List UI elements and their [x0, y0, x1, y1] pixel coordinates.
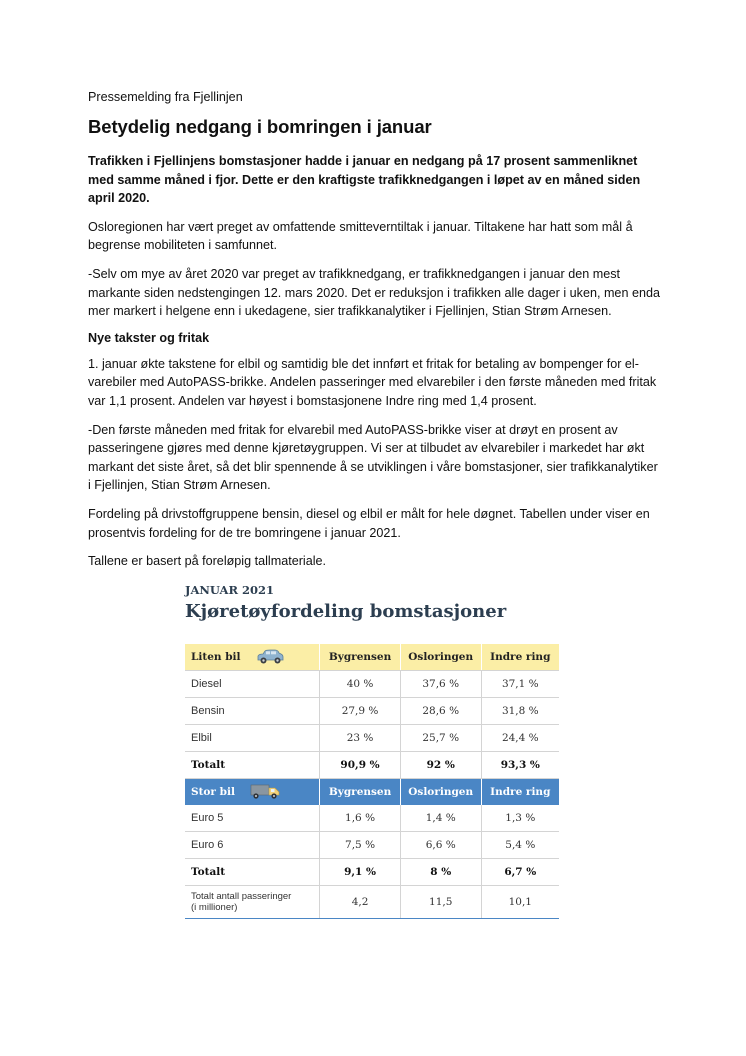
car-icon	[255, 649, 285, 665]
cell-value: 1,6 %	[320, 805, 401, 832]
small-vehicle-total-row	[185, 752, 559, 779]
cell-value: 1,3 %	[481, 805, 559, 832]
row-label: Totalt	[185, 859, 320, 886]
table-row	[185, 698, 559, 725]
paragraph-1: Osloregionen har vært preget av omfattende smitteverntiltak i januar. Tiltakene har hatt som mål å begrense mobiliteten i samfunnet.	[88, 219, 633, 253]
cell-value: 23 %	[320, 725, 401, 752]
document-title: Betydelig nedgang i bomringen i januar	[88, 116, 432, 137]
cell-value: 1,4 %	[400, 805, 481, 832]
row-label: Bensin	[185, 698, 320, 725]
cell-value: 24,4 %	[481, 725, 559, 752]
vehicle-distribution-figure	[185, 583, 561, 919]
table-row	[185, 805, 559, 832]
large-vehicle-header-row	[185, 779, 559, 806]
cell-value: 90,9 %	[320, 752, 401, 779]
large-vehicle-label: Stor bil	[191, 786, 235, 798]
cell-value: 6,7 %	[481, 859, 559, 886]
figure-kicker: JANUAR 2021	[185, 583, 275, 597]
table-row	[185, 671, 559, 698]
paragraph-6: Tallene er basert på foreløpig tallmateriale.	[88, 554, 327, 569]
cell-value: 40 %	[320, 671, 401, 698]
cell-value: 9,1 %	[320, 859, 401, 886]
truck-icon	[249, 784, 281, 800]
lead-paragraph: Trafikken i Fjellinjens bomstasjoner hadde i januar en nedgang på 17 prosent sammenliknet med samme måned i fjor. Dette er den kraftigste trafikknedgangen i løpet av en måned siden april 2020.	[88, 154, 641, 206]
cell-value: 25,7 %	[400, 725, 481, 752]
col-header-osloringen: Osloringen	[400, 779, 481, 806]
row-label: Totalt	[185, 752, 320, 779]
cell-value: 11,5	[400, 886, 481, 919]
paragraph-2: -Selv om mye av året 2020 var preget av trafikknedgang, er trafikknedgangen i januar den mest markante siden nedstengingen 12. mars 2020. Det er reduksjon i trafikken alle dager i uken, men enda mer markert i helgene enn i ukedagene, sier trafikkanalytiker i Fjellinjen, Stian Strøm Arnesen.	[88, 266, 660, 319]
row-label: Euro 6	[185, 832, 320, 859]
col-header-indre-ring: Indre ring	[481, 779, 559, 806]
figure-title: Kjøretøyfordeling bomstasjoner	[185, 601, 507, 622]
paragraph-3: 1. januar økte takstene for elbil og samtidig ble det innført et fritak for betaling av bompenger for el-varebiler med AutoPASS-brikke. Andelen passeringer med elvarebiler i den første måneden med fritak var 1,1 prosent. Andelen var høyest i bomstasjonene Indre ring med 1,4 prosent.	[88, 356, 657, 408]
cell-value: 8 %	[400, 859, 481, 886]
large-vehicle-header	[185, 779, 320, 806]
table-row	[185, 832, 559, 859]
small-vehicle-label: Liten bil	[191, 651, 241, 663]
small-vehicle-header	[185, 644, 320, 671]
total-passes-label-line1: Totalt antall passeringer	[191, 891, 292, 902]
cell-value: 27,9 %	[320, 698, 401, 725]
total-passes-row	[185, 886, 559, 919]
cell-value: 37,6 %	[400, 671, 481, 698]
row-label: Diesel	[185, 671, 320, 698]
cell-value: 93,3 %	[481, 752, 559, 779]
cell-value: 31,8 %	[481, 698, 559, 725]
cell-value: 92 %	[400, 752, 481, 779]
paragraph-5: Fordeling på drivstoffgruppene bensin, diesel og elbil er målt for hele døgnet. Tabellen under viser en prosentvis fordeling for de tre bomringene i januar 2021.	[88, 506, 650, 540]
total-passes-label	[185, 886, 320, 919]
subheading: Nye takster og fritak	[88, 330, 210, 345]
cell-value: 28,6 %	[400, 698, 481, 725]
total-passes-label-line2: (i millioner)	[191, 902, 238, 913]
row-label: Euro 5	[185, 805, 320, 832]
cell-value: 6,6 %	[400, 832, 481, 859]
paragraph-4: -Den første måneden med fritak for elvarebil med AutoPASS-brikke viser at drøyt en prosent av passeringene gjøres med denne kjøretøygruppen. Vi ser at tilbudet av elvarebiler i markedet har økt markant det siste året, så det blir spennende å se utviklingen i våre bomstasjoner, sier trafikkanalytiker i Fjellinjen, Stian Strøm Arnesen.	[88, 422, 658, 493]
press-release-body	[88, 90, 664, 581]
large-vehicle-total-row	[185, 859, 559, 886]
cell-value: 4,2	[320, 886, 401, 919]
col-header-bygrensen: Bygrensen	[320, 779, 401, 806]
cell-value: 7,5 %	[320, 832, 401, 859]
col-header-indre-ring: Indre ring	[481, 644, 559, 671]
cell-value: 37,1 %	[481, 671, 559, 698]
vehicle-distribution-table	[185, 644, 559, 919]
row-label: Elbil	[185, 725, 320, 752]
cell-value: 5,4 %	[481, 832, 559, 859]
table-row	[185, 725, 559, 752]
col-header-osloringen: Osloringen	[400, 644, 481, 671]
col-header-bygrensen: Bygrensen	[320, 644, 401, 671]
small-vehicle-header-row	[185, 644, 559, 671]
cell-value: 10,1	[481, 886, 559, 919]
document-kicker: Pressemelding fra Fjellinjen	[88, 90, 243, 104]
